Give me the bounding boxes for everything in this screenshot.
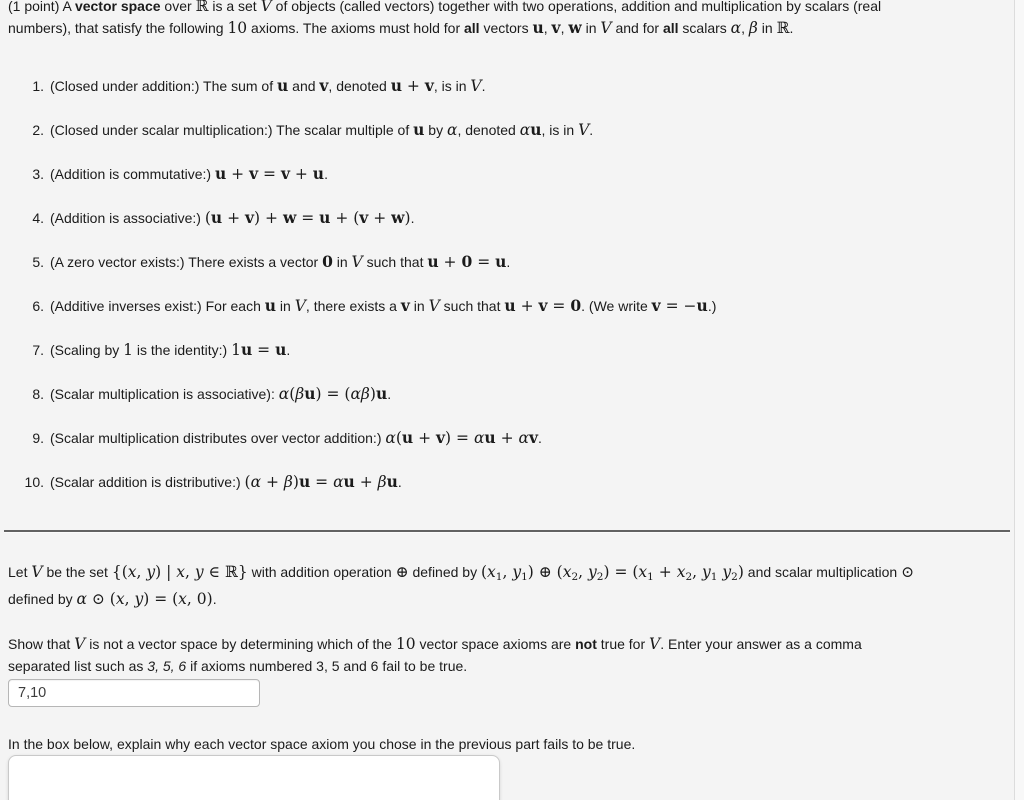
axiom-item (8, 164, 1014, 184)
axiom-item (8, 340, 1014, 360)
axiom-item (8, 120, 1014, 140)
axiom-text: (Scalar multiplication distributes over vector addition:) α(u + v) = αu + αv. (50, 428, 542, 447)
axiom-text: (Additive inverses exist:) For each u in V, there exists a v in V such that u + v = 0. (We write v = −u.) (50, 296, 717, 315)
problem-statement: (1 point) A vector space over ℝ is a set V of objects (called vectors) together with two operations, addition and multiplication by scalars (real numbers), that satisfy the following 10 axioms. The axioms must hold for all vectors u, v, w in V and for all scalars α, β in ℝ. (8, 0, 882, 37)
axiom-number: 9. (32, 430, 44, 446)
axiom-number: 6. (32, 298, 44, 314)
axiom-number: 1. (32, 78, 44, 94)
axiom-item (8, 76, 1014, 96)
axiom-number: 10. (24, 474, 44, 490)
axiom-item (8, 384, 1014, 404)
axiom-text: (Scalar multiplication is associative): α(βu) = (αβ)u. (50, 384, 392, 403)
axiom-number: 5. (32, 254, 44, 270)
definition-paragraph: Let V be the set {(x, y) | x, y ∈ ℝ} with addition operation ⊕ defined by ($x_1$, $y_1$) ⊕ ($x_2$, $y_2) = (x_1 + x_2$, $y_1$ $y_2$) and scalar multiplication ⊙ defined by α ⊙ (x, y) = (x, 0). (8, 563, 915, 608)
axiom-item (8, 208, 1014, 228)
axiom-text: (Scaling by 1 is the identity:) 1u = u. (50, 340, 291, 359)
axiom-item (8, 296, 1014, 316)
question-paragraph: Show that V is not a vector space by determining which of the 10 vector space axioms are not true for V. Enter your answer as a comma separated list such as 3, 5, 6 if axioms numbered 3, 5 and 6 fail to be true. (8, 635, 862, 674)
axiom-number: 8. (32, 386, 44, 402)
axiom-text: (Scalar addition is distributive:) (α + β)u = αu + βu. (50, 472, 402, 491)
axiom-item (8, 428, 1014, 448)
axiom-text: (Addition is associative:) (u + v) + w = u + (v + w). (50, 208, 415, 227)
explanation-textarea[interactable] (8, 755, 500, 800)
axiom-text: (Addition is commutative:) u + v = v + u. (50, 164, 328, 183)
section-divider (4, 530, 1010, 533)
axiom-item (8, 472, 1014, 492)
axiom-number: 2. (32, 122, 44, 138)
axiom-number: 7. (32, 342, 44, 358)
axiom-number: 4. (32, 210, 44, 226)
explain-prompt: In the box below, explain why each vector space axiom you chose in the previous part fails to be true. (8, 736, 636, 752)
axiom-text: (Closed under addition:) The sum of u and v, denoted u + v, is in V. (50, 76, 486, 95)
axiom-item (8, 252, 1014, 272)
axiom-number: 3. (32, 166, 44, 182)
axiom-text: (Closed under scalar multiplication:) The scalar multiple of u by α, denoted αu, is in V. (50, 120, 594, 139)
axioms-answer-input[interactable] (8, 679, 260, 707)
axiom-text: (A zero vector exists:) There exists a vector 0 in V such that u + 0 = u. (50, 252, 511, 271)
axiom-list (8, 76, 1014, 492)
